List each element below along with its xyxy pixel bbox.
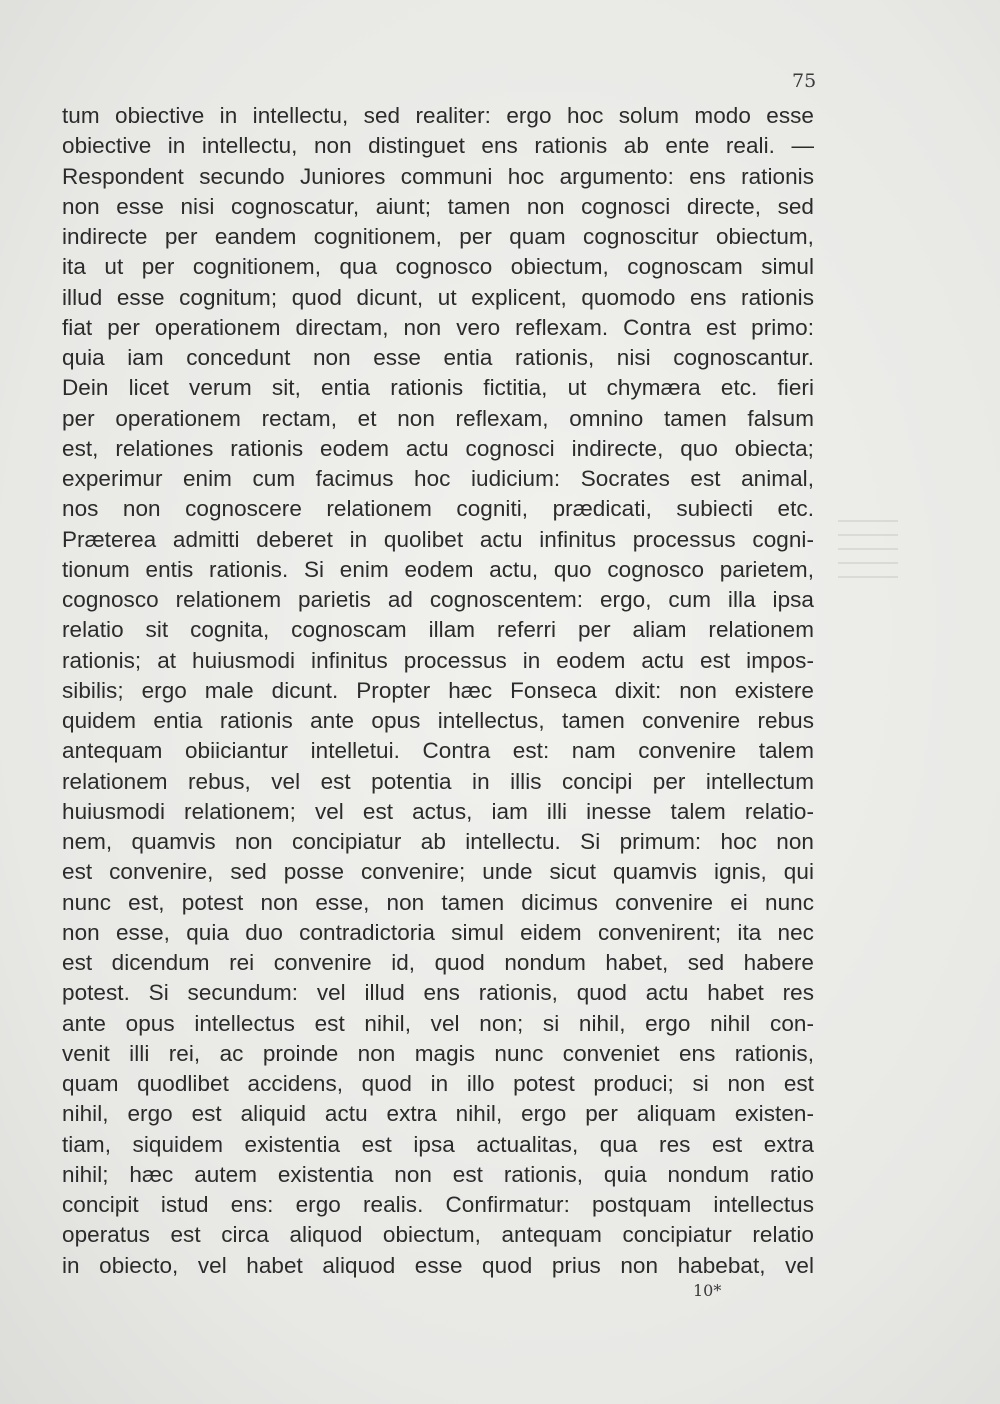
text-line: illud esse cognitum; quod dicunt, ut explicent, quomodo ens rationis	[62, 284, 814, 310]
text-line: est dicendum rei convenire id, quod nondum habet, sed habere	[62, 950, 814, 975]
text-line: non esse, quia duo contradictoria simul eidem convenirent; ita nec	[62, 919, 814, 945]
text-line: est, relationes rationis eodem actu cognosci indirecte, quo obiecta;	[62, 435, 814, 461]
page-number: 75	[792, 70, 817, 92]
text-line: in obiecto, vel habet aliquod esse quod prius non habebat, vel	[62, 1252, 814, 1278]
text-line: relatio sit cognita, cognoscam illam referri per aliam relationem	[62, 617, 814, 643]
text-line: huiusmodi relationem; vel est actus, iam illi inesse talem relatio-	[62, 798, 814, 824]
text-line: tum obiective in intellectu, sed realiter: ergo hoc solum modo esse	[62, 103, 814, 128]
text-line: Dein licet verum sit, entia rationis fictitia, ut chymæra etc. fieri	[62, 375, 814, 401]
text-line: relationem rebus, vel est potentia in illis concipi per intellectum	[62, 768, 814, 794]
text-line: cognosco relationem parietis ad cognoscentem: ergo, cum illa ipsa	[62, 587, 814, 612]
body-text	[62, 101, 814, 1281]
text-line: non esse nisi cognoscatur, aiunt; tamen non cognosci directe, sed	[62, 193, 814, 219]
text-line: concipit istud ens: ergo realis. Confirmatur: postquam intellectus	[62, 1192, 814, 1217]
text-line: potest. Si secundum: vel illud ens rationis, quod actu habet res	[62, 980, 814, 1006]
text-line: quam quodlibet accidens, quod in illo potest produci; si non est	[62, 1071, 814, 1096]
text-line: rationis; at huiusmodi infinitus processus in eodem actu est impos-	[62, 647, 814, 673]
text-line: nunc est, potest non esse, non tamen dicimus convenire ei nunc	[62, 889, 814, 915]
text-line: ante opus intellectus est nihil, vel non; si nihil, ergo nihil con-	[62, 1010, 814, 1036]
text-line: nem, quamvis non concipiatur ab intellectu. Si primum: hoc non	[62, 829, 814, 854]
text-line: operatus est circa aliquod obiectum, antequam concipiatur relatio	[62, 1222, 814, 1248]
text-line: antequam obiiciantur intelletui. Contra est: nam convenire talem	[62, 738, 814, 764]
text-line: tiam, siquidem existentia est ipsa actualitas, qua res est extra	[62, 1131, 814, 1157]
text-line: nihil; hæc autem existentia non est rationis, quia nondum ratio	[62, 1161, 814, 1187]
show-through-smudge	[838, 520, 898, 578]
signature-mark: 10*	[693, 1281, 722, 1300]
text-line: nihil, ergo est aliquid actu extra nihil, ergo per aliquam existen-	[62, 1101, 814, 1127]
text-line: Respondent secundo Juniores communi hoc argumento: ens rationis	[62, 163, 814, 189]
text-line: fiat per operationem directam, non vero reflexam. Contra est primo:	[62, 314, 814, 340]
text-line: quia iam concedunt non esse entia rationis, nisi cognoscantur.	[62, 345, 814, 370]
text-line: per operationem rectam, et non reflexam, omnino tamen falsum	[62, 405, 814, 431]
text-line: indirecte per eandem cognitionem, per quam cognoscitur obiectum,	[62, 224, 814, 249]
text-line: tionum entis rationis. Si enim eodem actu, quo cognosco parietem,	[62, 556, 814, 582]
text-line: nos non cognoscere relationem cogniti, prædicati, subiecti etc.	[62, 496, 814, 522]
text-line: obiective in intellectu, non distinguet ens rationis ab ente reali. —	[62, 133, 814, 159]
text-line: Præterea admitti deberet in quolibet actu infinitus processus cogni-	[62, 526, 814, 552]
text-line: sibilis; ergo male dicunt. Propter hæc Fonseca dixit: non existere	[62, 677, 814, 703]
text-line: ita ut per cognitionem, qua cognosco obiectum, cognoscam simul	[62, 254, 814, 280]
text-line: est convenire, sed posse convenire; unde sicut quamvis ignis, qui	[62, 859, 814, 885]
text-line: quidem entia rationis ante opus intellectus, tamen convenire rebus	[62, 708, 814, 733]
text-line: experimur enim cum facimus hoc iudicium: Socrates est animal,	[62, 466, 814, 491]
text-line: venit illi rei, ac proinde non magis nunc conveniet ens rationis,	[62, 1040, 814, 1066]
